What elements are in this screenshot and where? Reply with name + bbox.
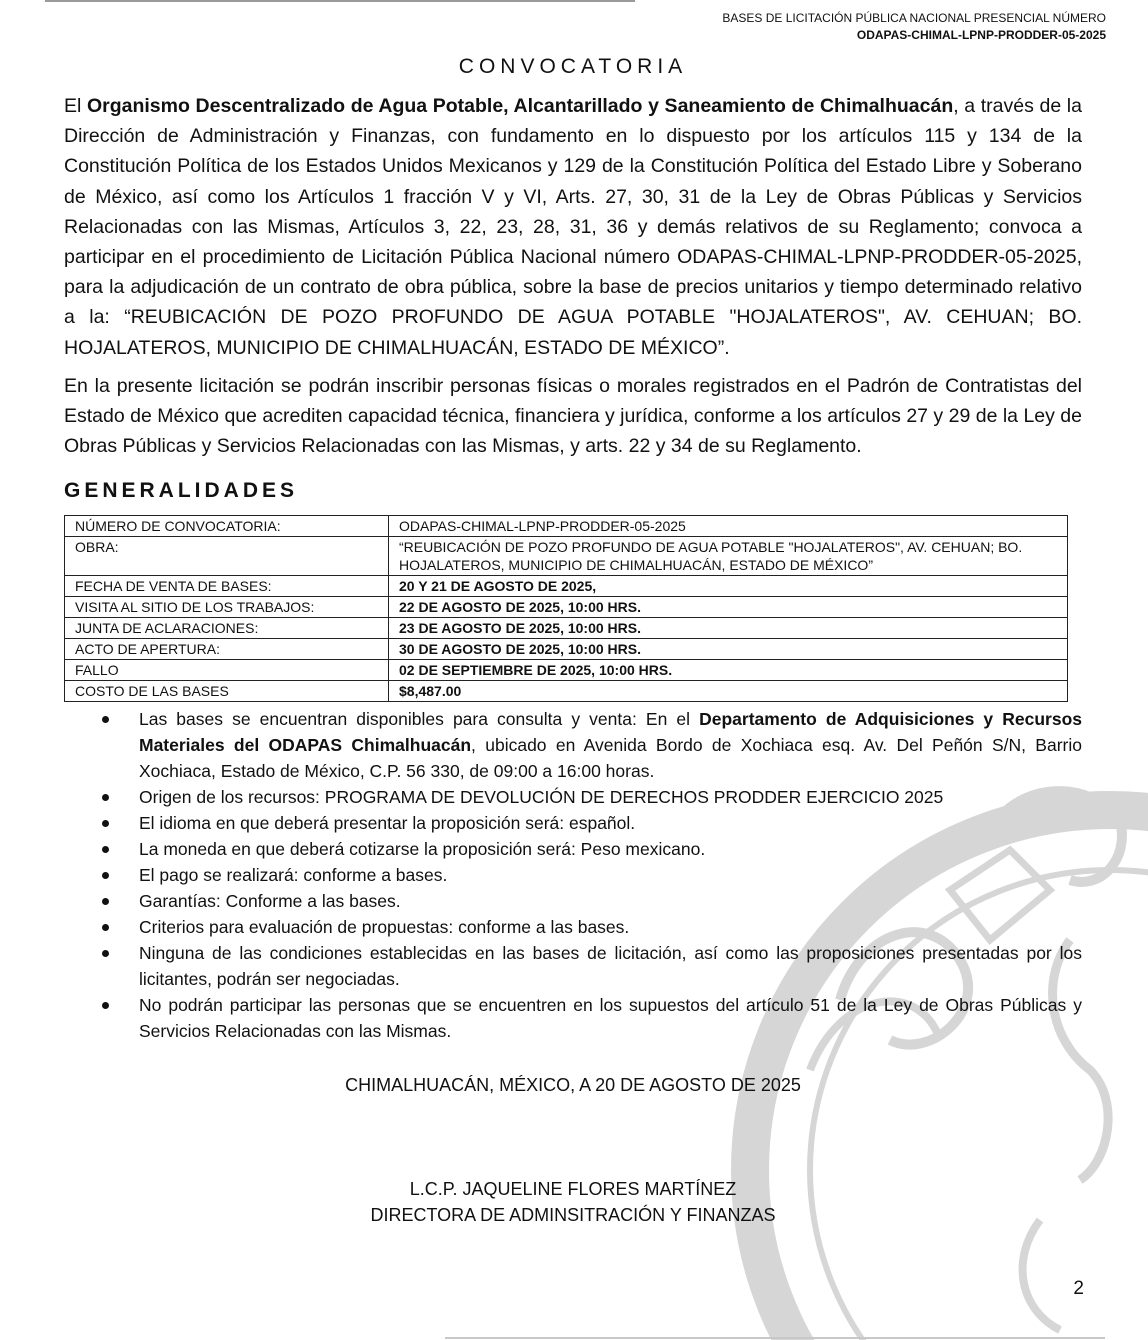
page-title: CONVOCATORIA [458,55,688,78]
row-value: 22 DE AGOSTO DE 2025, 10:00 HRS. [389,597,1068,618]
generalidades-heading: GENERALIDADES [64,479,299,503]
document-body [64,55,1082,1228]
row-value: $8,487.00 [389,681,1068,702]
bullet-text: Garantías: Conforme a las bases. [139,891,401,912]
list-item [64,914,1082,940]
eligibility-paragraph: En la presente licitación se podrán inscribir personas físicas o morales registrados en el Padrón de Contratistas del Estado de México que acrediten capacidad técnica, financiera y jurídica, conforme a los artículos 27 y 29 de la Ley de Obras Públicas y Servicios Relacionadas con las Mismas, y arts. 22 y 34 de su Reglamento. [64,374,1082,458]
list-item [64,810,1082,836]
row-label: NÚMERO DE CONVOCATORIA: [65,516,389,537]
table-row [65,576,1068,597]
top-rule [45,0,635,2]
row-value: ODAPAS-CHIMAL-LPNP-PRODDER-05-2025 [389,516,1068,537]
page-number: 2 [1073,1278,1084,1299]
signer-role: DIRECTORA DE ADMINSITRACIÓN Y FINANZAS [370,1205,776,1226]
row-label: VISITA AL SITIO DE LOS TRABAJOS: [65,597,389,618]
table-row [65,681,1068,702]
table-row [65,516,1068,537]
table-row [65,618,1068,639]
bottom-rule [445,1337,1105,1339]
intro-text-rest: , a través de la Dirección de Administración y Finanzas, con fundamento en lo dispuesto por los artículos 115 y 134 de la Constitución Política de los Estados Unidos Mexicanos y 129 de la Constitución Política del Estado Libre y Soberano de México, así como los Artículos 1 fracción V y VI, Arts. 27, 30, 31 de la Ley de Obras Públicas y Servicios Relacionadas con las Mismas, Artículos 3, 22, 23, 28, 31, 36 y demás relativos de su Reglamento; convoca a participar en el procedimiento de Licitación Pública Nacional número ODAPAS-CHIMAL-LPNP-PRODDER-05-2025, para la adjudicación de un contrato de obra pública, sobre la base de precios unitarios y tiempo determinado relativo a la: “REUBICACIÓN DE POZO PROFUNDO DE AGUA POTABLE "HOJALATEROS", AV. CEHUAN; BO. HOJALATEROS, MUNICIPIO DE CHIMALHUACÁN, ESTADO DE MÉXICO”. [64,95,1082,359]
place-and-date: CHIMALHUACÁN, MÉXICO, A 20 DE AGOSTO DE 2025 [345,1075,801,1096]
row-value: 20 Y 21 DE AGOSTO DE 2025, [389,576,1068,597]
bullet-text: Criterios para evaluación de propuestas: conforme a las bases. [139,917,630,938]
row-value: 30 DE AGOSTO DE 2025, 10:00 HRS. [389,639,1068,660]
conditions-list [64,706,1082,1044]
header-line-2: ODAPAS-CHIMAL-LPNP-PRODDER-05-2025 [856,28,1106,42]
bullet-icon [102,716,109,723]
bullet-text: , ubicado en Avenida Bordo de Xochiaca esq. Av. Del Peñón S/N, Barrio Xochiaca, Estado de México, C.P. 56 330, de 09:00 a 16:00 horas. [139,735,1082,782]
intro-text-start: El [64,95,87,117]
bullet-icon [102,820,109,827]
table-row [65,660,1068,681]
bullet-text: Las bases se encuentran disponibles para consulta y venta: En el [139,709,700,730]
bullet-icon [102,1002,109,1009]
bullet-text: No podrán participar las personas que se encuentren en los supuestos del artículo 51 de la Ley de Obras Públicas y Servicios Relacionadas con las Mismas. [139,995,1082,1042]
bullet-icon [102,898,109,905]
bullet-text: El idioma en que deberá presentar la proposición será: español. [139,813,636,834]
organization-name: Organismo Descentralizado de Agua Potable, Alcantarillado y Saneamiento de Chimalhuacán [86,95,954,117]
document-header [722,10,1106,44]
bullet-icon [102,950,109,957]
row-label: COSTO DE LAS BASES [65,681,389,702]
row-label: OBRA: [65,537,389,576]
list-item [64,836,1082,862]
table-row [65,597,1068,618]
bullet-text: Origen de los recursos: PROGRAMA DE DEVOLUCIÓN DE DERECHOS PRODDER EJERCICIO 2025 [139,787,944,808]
bullet-text: Ninguna de las condiciones establecidas en las bases de licitación, así como las proposiciones presentadas por los licitantes, podrán ser negociadas. [139,943,1082,990]
bullet-text: La moneda en que deberá cotizarse la proposición será: Peso mexicano. [139,839,706,860]
row-label: FALLO [65,660,389,681]
list-item [64,940,1082,992]
department-name: Departamento de Adquisiciones y Recursos Materiales del ODAPAS Chimalhuacán [139,709,1082,756]
intro-paragraph [64,91,1082,363]
row-value: 23 DE AGOSTO DE 2025, 10:00 HRS. [389,618,1068,639]
signer-name: L.C.P. JAQUELINE FLORES MARTÍNEZ [409,1179,737,1200]
bullet-icon [102,872,109,879]
row-label: FECHA DE VENTA DE BASES: [65,576,389,597]
bullet-text: El pago se realizará: conforme a bases. [139,865,448,886]
table-row [65,537,1068,576]
list-item [64,888,1082,914]
list-item [64,862,1082,888]
bullet-icon [102,794,109,801]
bullet-icon [102,846,109,853]
list-item [64,706,1082,784]
generalidades-table [64,515,1068,702]
list-item [64,784,1082,810]
row-value: “REUBICACIÓN DE POZO PROFUNDO DE AGUA POTABLE "HOJALATEROS", AV. CEHUAN; BO. HOJALATEROS, MUNICIPIO DE CHIMALHUACÁN, ESTADO DE MÉXICO” [389,537,1068,576]
row-value: 02 DE SEPTIEMBRE DE 2025, 10:00 HRS. [389,660,1068,681]
header-line-1: BASES DE LICITACIÓN PÚBLICA NACIONAL PRESENCIAL NÚMERO [722,11,1106,25]
bullet-icon [102,924,109,931]
row-label: JUNTA DE ACLARACIONES: [65,618,389,639]
row-label: ACTO DE APERTURA: [65,639,389,660]
list-item [64,992,1082,1044]
table-row [65,639,1068,660]
